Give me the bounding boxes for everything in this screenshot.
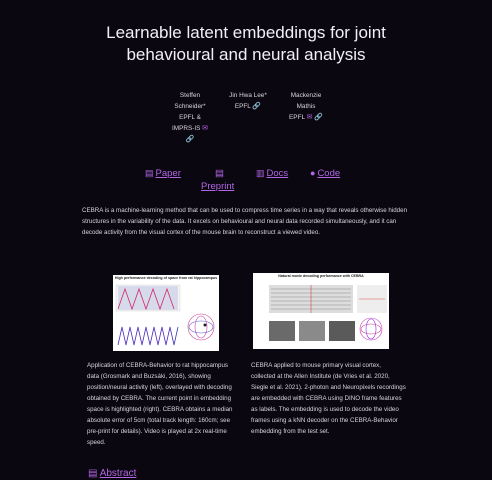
title-line-1: Learnable latent embeddings for joint [106,23,386,42]
book-icon: ▥ [256,168,265,178]
visual-cortex-plot [253,273,389,349]
abstract-section-heading[interactable]: ▤ Abstract [88,468,137,479]
title-line-2: behavioural and neural analysis [126,45,366,64]
preprint-icon: ▤ [215,168,224,179]
author-steffen-schneider: Steffen Schneider* EPFL & IMPRS-IS ✉ 🔗 [171,92,209,143]
intro-paragraph: CEBRA is a machine-learning method that can be used to compress time series in a way that reveals otherwise hidden structures in the variability of the data. It excels on behavioural and neural data recorded simultaneously, and it can decode activity from the visual cortex of the mouse brain to reconstruct a viewed video. [82,207,408,236]
page-title [0,22,492,66]
author-list [168,90,328,145]
link-icon[interactable]: 🔗 [252,103,262,110]
preprint-link[interactable]: Preprint [201,181,235,192]
document-icon: ▤ [88,468,98,479]
visual-cortex-decoding-video[interactable] [253,273,389,349]
code-link[interactable]: ● Code [310,168,341,179]
author-mackenzie-mathis: Mackenzie Mathis EPFL ✉ 🔗 [289,92,323,121]
figure-title: High performance decoding of space from rat hippocampus [114,276,218,280]
link-icon[interactable]: 🔗 [185,136,195,143]
github-icon: ● [310,168,316,178]
email-icon[interactable]: ✉ [306,114,313,121]
visual-cortex-caption: CEBRA applied to mouse primary visual cortex, collected at the Allen Institute (de Vries et al. 2020, Siegle et al. 2021). 2-photon and Neuropixels recordings are embedded with CEBRA using DINO frame features as labels. The embedding is used to decode the video frames using a kNN decoder on the CEBRA-Behavior embedding from the test set. [251,362,406,435]
paper-link[interactable]: ▤ Paper [145,168,181,179]
hippocampus-plot [113,275,219,351]
email-icon[interactable]: ✉ [202,125,209,132]
figure-title: Natural movie decoding performance with CEBRA [278,274,364,278]
docs-link[interactable]: ▥ Docs [256,168,289,179]
link-icon[interactable]: 🔗 [314,114,323,121]
hippocampus-decoding-video[interactable] [113,275,219,351]
hippocampus-caption: Application of CEBRA-Behavior to rat hippocampus data (Grosmark and Buzsáki, 2016), showing position/neural activity (left), overlayed with decoding obtained by CEBRA. The current point in embedding space is highlighted (right). CEBRA obtains a median absolute error of 5cm (total track length: 160cm; see pre-print for details). Video is played at 2x real-time speed. [87,362,233,446]
document-icon: ▤ [145,168,154,178]
author-jin-hwa-lee: Jin Hwa Lee* EPFL 🔗 [229,92,267,110]
